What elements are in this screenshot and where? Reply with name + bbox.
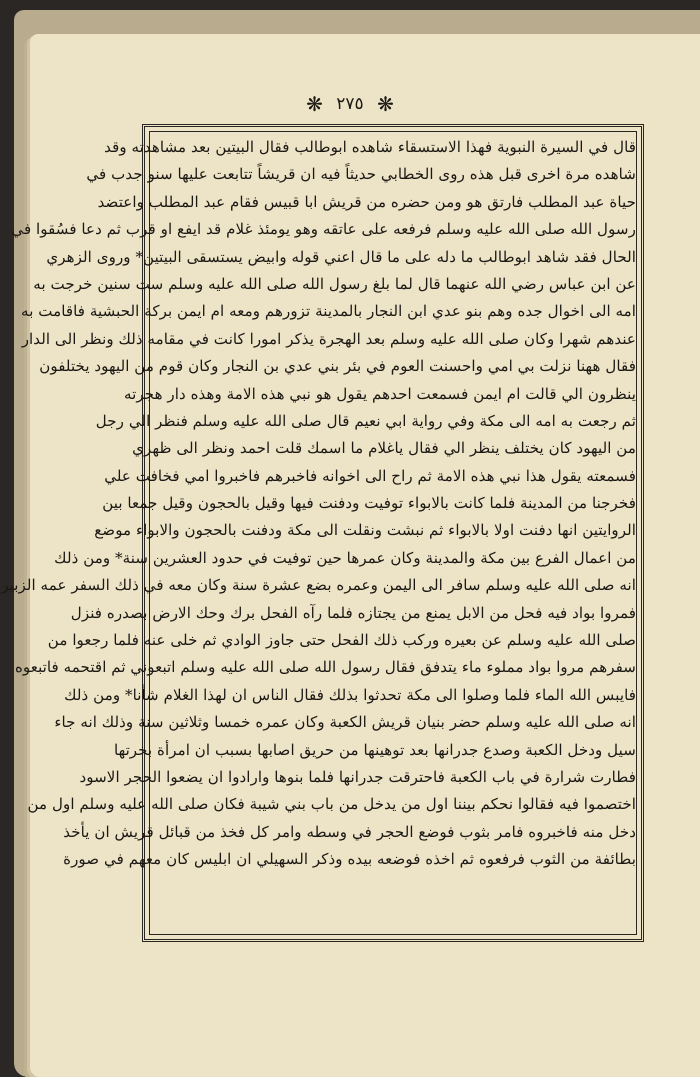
text-line: قال في السيرة النبوية فهذا الاستسقاء شاهده ابوطالب فقال البيتين بعد مشاهدته وقد — [104, 138, 636, 156]
ornament-icon: ❋ — [377, 92, 394, 116]
text-line: الروايتين انها دفنت اولا بالابواء ثم نبشت ونقلت الى مكة ودفنت بالحجون والابواء موضع — [94, 521, 636, 540]
text-line: فقال ههنا نزلت بي امي واحسنت العوم في بئر بني عدي بن النجار وكان قوم من اليهود يختلفون — [39, 357, 636, 376]
text-line: من اعمال الفرع بين مكة والمدينة وكان عمرها حين توفيت في حدود العشرين سنة* ومن ذلك — [54, 548, 636, 567]
text-line: ثم رجعت به امه الى مكة وفي رواية ابي نعيم قال صلى الله عليه وسلم فنظر الي رجل — [95, 411, 636, 430]
text-line: فطارت شرارة في باب الكعبة فاحترقت جدرانها فلما بنوها وارادوا ان يضعوا الحجر الاسود — [79, 767, 636, 786]
page-number: ٢٧٥ — [336, 94, 364, 114]
text-line: انه صلى الله عليه وسلم سافر الى اليمن وعمره بضع عشرة سنة وكان معه في ذلك السفر عمه الزبير — [1, 576, 636, 595]
body-text — [1, 134, 636, 934]
text-line: فسمعته يقول هذا نبي هذه الامة ثم راح الى اخوانه فاخبرهم فاخبروا امي فخافت علي — [104, 466, 636, 485]
text-line: فايبس الله الماء فلما وصلوا الى مكة تحدثوا بذلك فقال الناس ان لهذا الغلام شأنا* ومن ذلك — [64, 685, 636, 704]
text-line: دخل منه فاخبروه فامر بثوب فوضع الحجر في وسطه وامر كل فخذ من قبائل قريش ان يأخذ — [63, 822, 636, 841]
text-line: من اليهود كان يختلف ينظر الي فقال ياغلام ما اسمك قلت احمد ونظر الى ظهري — [132, 439, 636, 458]
text-line: سيل ودخل الكعبة وصدع جدرانها بعد توهينها من حريق اصابها بسبب ان امرأة بخرتها — [113, 740, 636, 759]
text-line: الحال فقد شاهد ابوطالب ما دله على ما قال اعني قوله وابيض يستسقى البيتين* وروى الزهري — [46, 247, 636, 266]
text-line: ينظرون الي قالت ام ايمن فسمعت احدهم يقول هو نبي هذه الامة وهذه دار هجرته — [124, 384, 636, 403]
text-line: فمروا بواد فيه فحل من الابل يمنع من يجتازه فلما رآه الفحل برك وحك الارض بصدره فنزل — [70, 603, 636, 622]
text-line: فخرجنا من المدينة فلما كانت بالابواء توفيت ودفنت فيها وقيل بالحجون وقيل جمعا بين — [102, 494, 636, 513]
page-header — [0, 92, 700, 116]
text-line: عن ابن عباس رضي الله عنهما قال لما بلغ رسول الله صلى الله عليه وسلم ست سنين خرجت به — [33, 274, 636, 293]
text-line: شاهده مرة اخرى قبل هذه روى الخطابي حديثاً فيه ان قريشاً تتابعت عليها سنو جدب في — [86, 165, 636, 184]
text-line: بطائفة من الثوب فرفعوه ثم اخذه فوضعه بيده وذكر السهيلي ان ابليس كان معهم في صورة — [63, 850, 636, 869]
text-line: رسول الله صلى الله عليه وسلم فرفعه على عاتقه وهو يومئذ غلام قد ايفع او قرب ثم دعا فسُقوا في — [11, 220, 636, 239]
text-line: اختصموا فيه فقالوا نحكم بيننا اول من يدخل من باب بني شيبة فكان صلى الله عليه وسلم اول من — [27, 795, 636, 814]
ornament-icon: ❋ — [306, 92, 323, 116]
text-line: صلى الله عليه وسلم عن بعيره وركب ذلك الفحل حتى جاوز الوادي ثم خلى عنه فلما رجعوا من — [47, 631, 636, 650]
text-line: انه صلى الله عليه وسلم حضر بنيان قريش الكعبة وكان عمره خمسا وثلاثين سنة وذلك انه جاء — [54, 713, 636, 732]
text-line: حياة عبد المطلب فارتق هو ومن حضره من قريش ابا قبيس فقام عبد المطلب واعتضد — [97, 192, 636, 211]
text-line: عندهم شهرا وكان صلى الله عليه وسلم بعد الهجرة يذكر امورا كانت في مقامه ذلك ونظر الى الدار — [21, 329, 636, 348]
text-line: امه الى اخوال جده وهم بنو عدي ابن النجار بالمدينة تزورهم ومعه ام ايمن بركة الحبشية فاقامت به — [21, 302, 636, 321]
text-line: سفرهم مروا بواد مملوء ماء يتدفق فقال رسول الله صلى الله عليه وسلم اتبعوني ثم اقتحمه فاتبعوه — [14, 658, 636, 677]
